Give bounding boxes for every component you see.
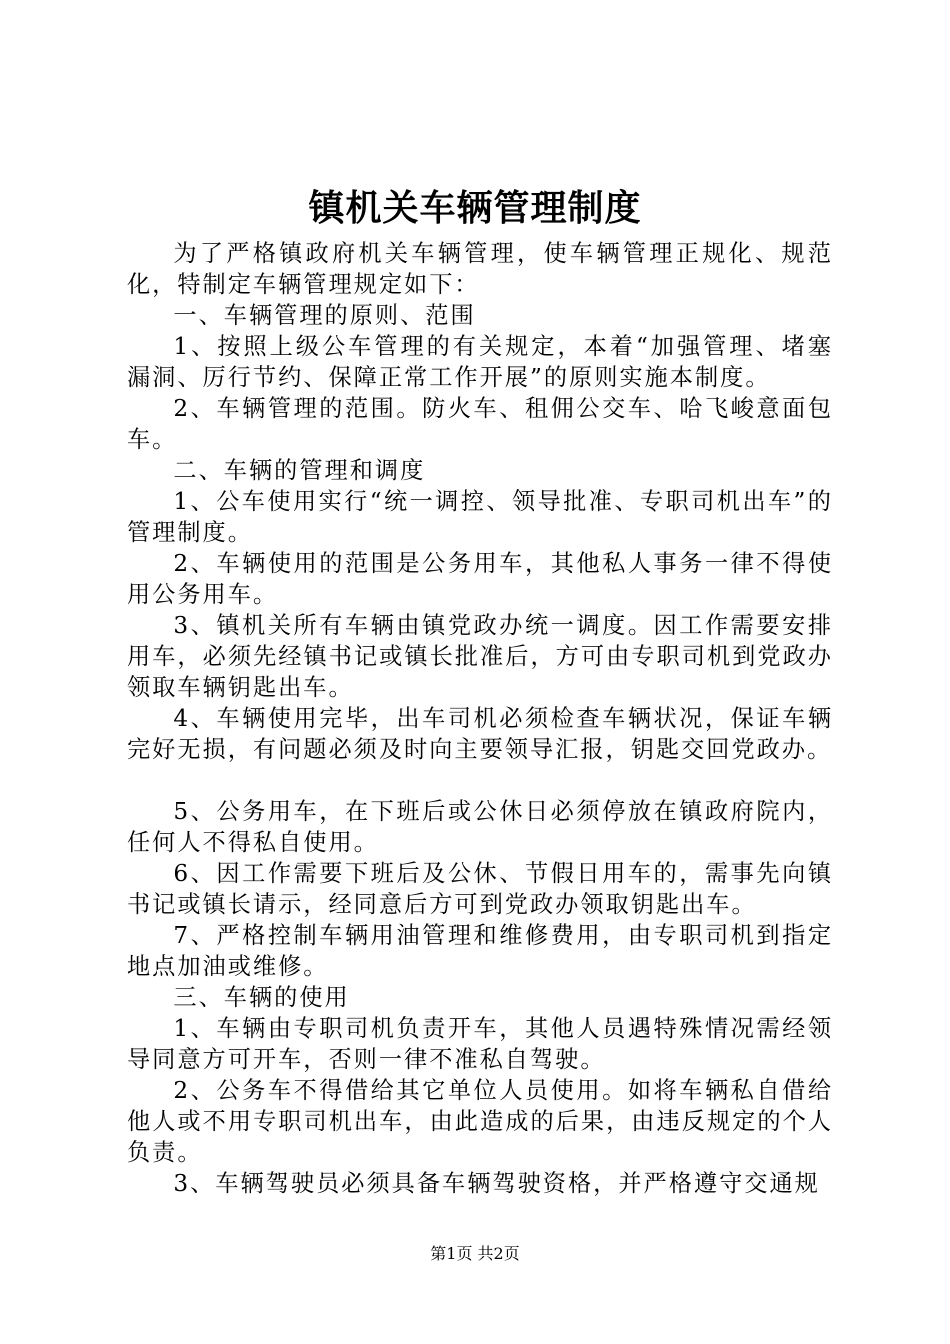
- paragraph-2-5: 5、公务用车，在下班后或公休日必须停放在镇政府院内，任何人不得私自使用。: [127, 798, 833, 856]
- paragraph-2-4: 4、车辆使用完毕，出车司机必须检查车辆状况，保证车辆完好无损，有问题必须及时向主要领导汇报，钥匙交回党政办。: [127, 705, 833, 763]
- paragraph-3-3: 3、车辆驾驶员必须具备车辆驾驶资格，并严格遵守交通规: [173, 1170, 820, 1197]
- paragraph-intro: 为了严格镇政府机关车辆管理，使车辆管理正规化、规范化，特制定车辆管理规定如下：: [127, 240, 833, 298]
- paragraph-3-2: 2、公务车不得借给其它单位人员使用。如将车辆私自借给他人或不用专职司机出车，由此造成的后果，由违反规定的个人负责。: [127, 1077, 833, 1166]
- document-title: 镇机关车辆管理制度: [308, 187, 642, 229]
- section-heading-3: 三、车辆的使用: [173, 984, 350, 1011]
- paragraph-2-3: 3、镇机关所有车辆由镇党政办统一调度。因工作需要安排用车，必须先经镇书记或镇长批准后，方可由专职司机到党政办领取车辆钥匙出车。: [127, 612, 833, 701]
- paragraph-2-7: 7、严格控制车辆用油管理和维修费用，由专职司机到指定地点加油或维修。: [127, 922, 833, 980]
- section-heading-1: 一、车辆管理的原则、范围: [173, 302, 476, 329]
- page-footer: 第1页 共2页: [430, 1244, 520, 1263]
- section-heading-2: 二、车辆的管理和调度: [173, 457, 426, 484]
- paragraph-2-6: 6、因工作需要下班后及公休、节假日用车的，需事先向镇书记或镇长请示，经同意后方可到党政办领取钥匙出车。: [127, 860, 833, 918]
- paragraph-2-1: 1、公车使用实行“统一调控、领导批准、专职司机出车”的管理制度。: [127, 488, 833, 546]
- document-body: [127, 238, 833, 1199]
- paragraph-3-1: 1、车辆由专职司机负责开车，其他人员遇特殊情况需经领导同意方可开车，否则一律不准私自驾驶。: [127, 1015, 833, 1073]
- paragraph-1-1: 1、按照上级公车管理的有关规定，本着“加强管理、堵塞漏洞、厉行节约、保障正常工作开展”的原则实施本制度。: [127, 333, 833, 391]
- paragraph-2-2: 2、车辆使用的范围是公务用车，其他私人事务一律不得使用公务用车。: [127, 550, 833, 608]
- paragraph-1-2: 2、车辆管理的范围。防火车、租佣公交车、哈飞峻意面包车。: [127, 395, 833, 453]
